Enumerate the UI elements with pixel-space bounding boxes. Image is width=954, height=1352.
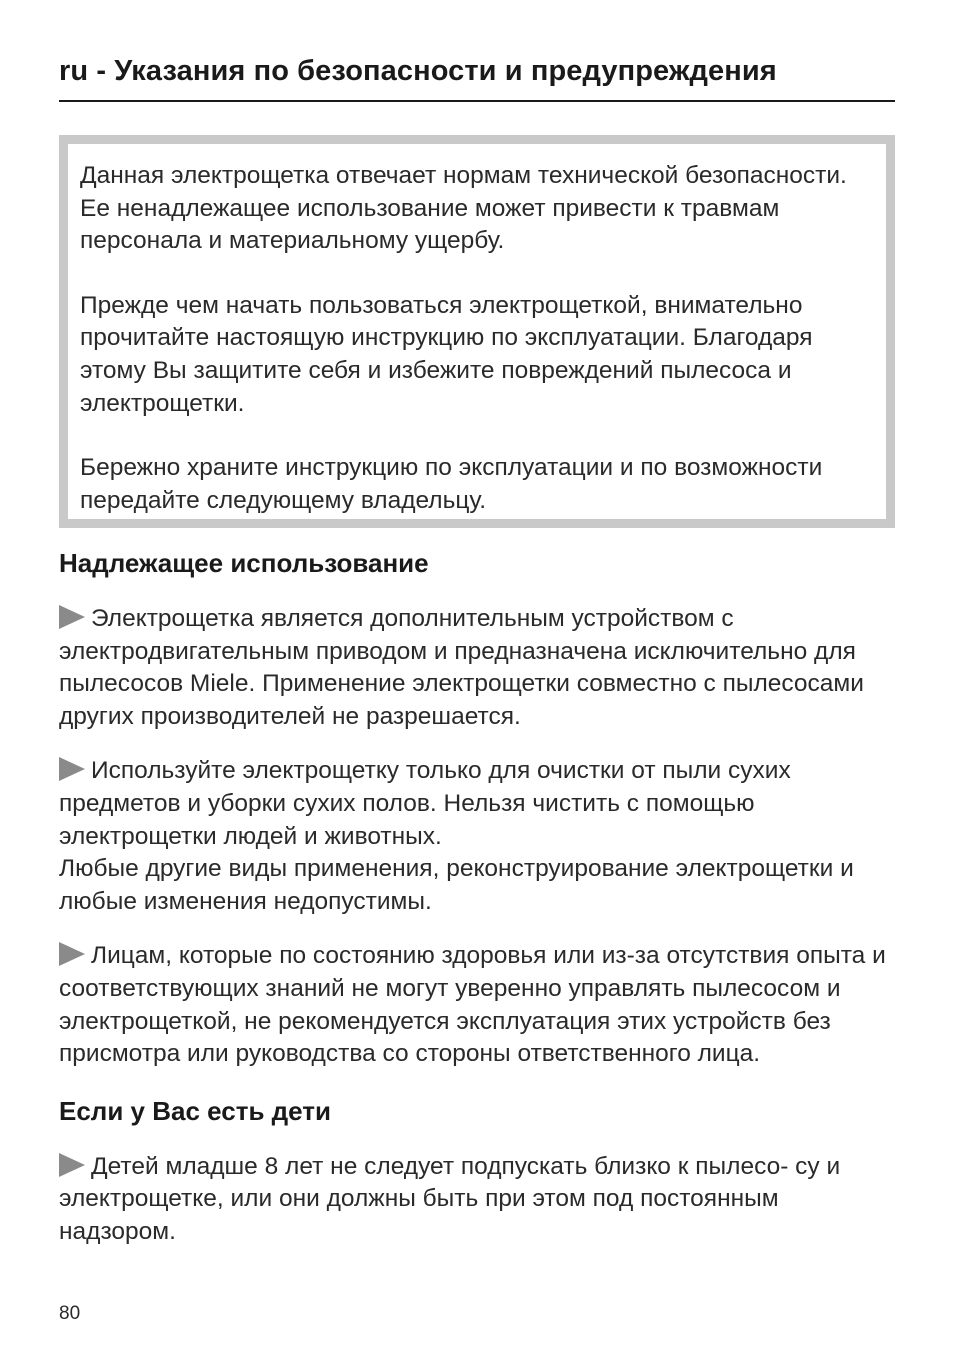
page-header (59, 52, 895, 102)
notice-content (80, 160, 880, 517)
list-item-text: Детей младше 8 лет не следует подпускать близко к пылесо- су и электрощетке, или они должны быть при этом под постоянным надзором. (59, 1152, 841, 1245)
list-item (59, 603, 899, 733)
main-content (59, 545, 899, 1249)
triangle-right-icon (59, 757, 85, 781)
list-item-text: Лицам, которые по состоянию здоровья или из-за отсутствия опыта и соответствующих знаний не могут уверенно управлять пылесосом и электрощеткой, не рекомендуется эксплуатация этих устройств без присмотра или руководства со стороны ответственного лица. (59, 942, 886, 1068)
children-list (59, 1151, 899, 1249)
notice-paragraph-3: Бережно храните инструкцию по эксплуатации и по возможности передайте следующему владельцу. (80, 454, 823, 514)
triangle-right-icon (59, 942, 85, 966)
triangle-right-icon (59, 605, 85, 629)
section-heading-proper-use: Надлежащее использование (59, 548, 429, 578)
page-number: 80 (59, 1303, 81, 1324)
list-item (59, 940, 899, 1070)
list-item (59, 1151, 899, 1249)
proper-use-list (59, 603, 899, 1071)
list-item-text: Электрощетка является дополнительным устройством с электродвигательным приводом и предназначена исключительно для пылесосов Miele. Применение электрощетки совместно с пылесосами других производителей не разрешается. (59, 605, 864, 730)
list-item-continuation: Любые другие виды применения, реконструирование электрощетки и любые изменения недопустимы. (59, 855, 854, 915)
safety-notice-box (59, 135, 895, 528)
notice-paragraph-2: Прежде чем начать пользоваться электрощеткой, внимательно прочитайте настоящую инструкцию по эксплуатации. Благодаря этому Вы защитите себя и избежите повреждений пылесоса и электрощетки. (80, 291, 813, 417)
list-item-text: Используйте электрощетку только для очистки от пыли сухих предметов и уборки сухих полов. Нельзя чистить с помощью электрощетки людей и животных. (59, 757, 791, 850)
triangle-right-icon (59, 1153, 85, 1177)
page-title: ru - Указания по безопасности и предупреждения (59, 55, 777, 87)
section-heading-children: Если у Вас есть дети (59, 1095, 331, 1126)
notice-paragraph-1: Данная электрощетка отвечает нормам технической безопасности. Ее ненадлежащее использование может привести к травмам персонала и материальному ущербу. (80, 162, 847, 255)
list-item (59, 755, 899, 918)
